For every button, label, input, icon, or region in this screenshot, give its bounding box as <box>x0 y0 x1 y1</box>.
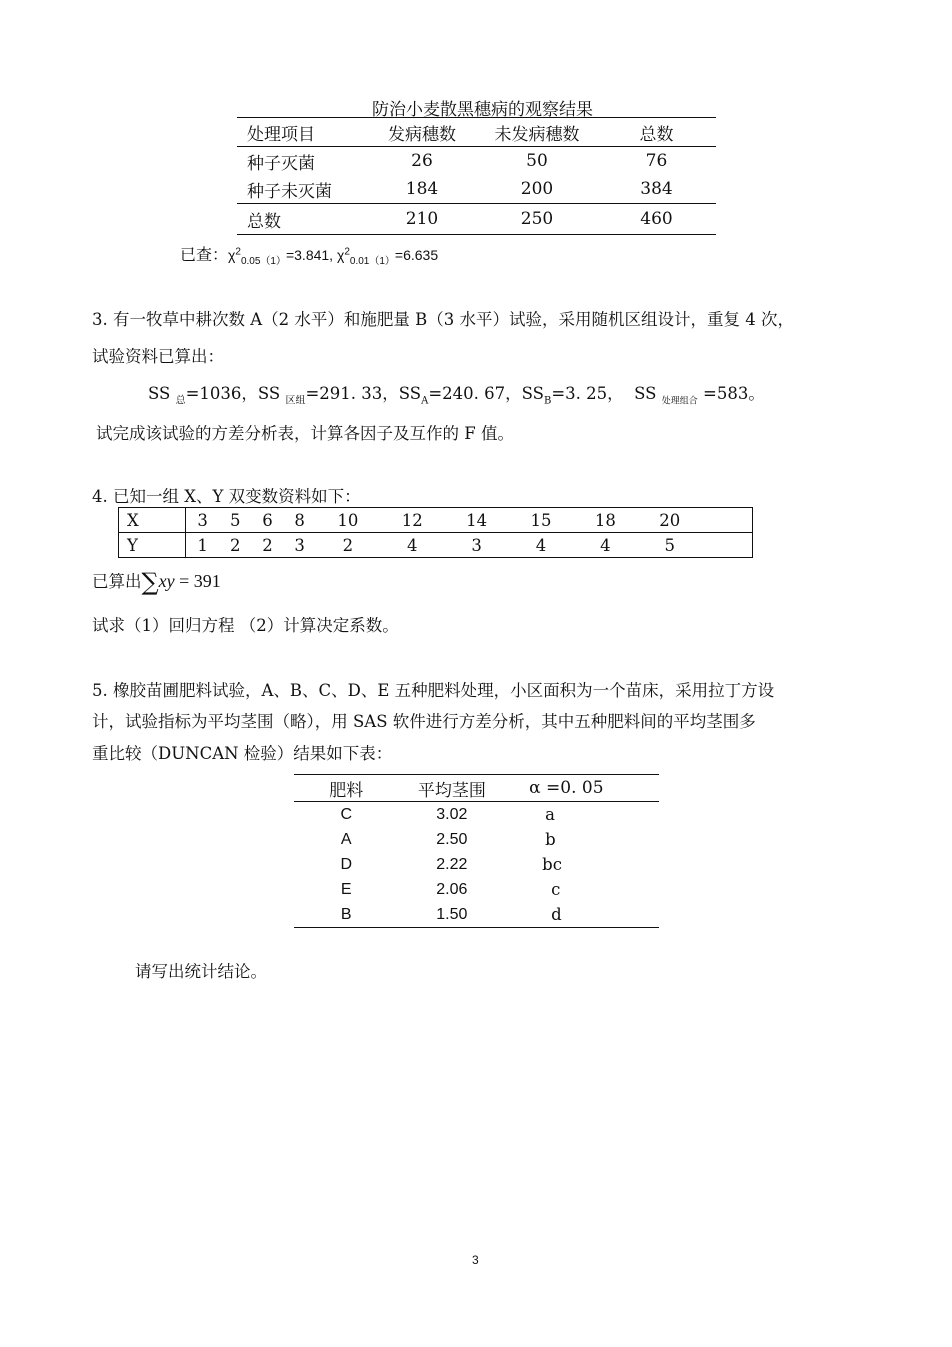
q4-ask: 试求（1）回归方程 （2）计算决定系数。 <box>92 616 399 635</box>
q5-line2: 计，试验指标为平均茎围（略），用 SAS 软件进行方差分析，其中五种肥料间的平均茎围多 <box>92 712 756 731</box>
table-cell: 2.06 <box>436 880 468 898</box>
table-cell: 250 <box>477 204 597 235</box>
table-cell: 15 <box>509 508 573 533</box>
header-cell: 未发病穗数 <box>477 118 597 147</box>
table-cell: 1.50 <box>399 902 506 928</box>
ss-value: =291. 33， <box>305 384 399 403</box>
table-row <box>237 175 716 204</box>
chi-symbol: χ <box>228 247 236 263</box>
q4-calc <box>92 568 221 596</box>
table-cell: 2 <box>219 533 251 558</box>
table-cell: 14 <box>444 508 508 533</box>
ss-label: SS <box>398 384 422 403</box>
table-total-row <box>237 204 716 235</box>
table-cell: 3 <box>186 508 220 533</box>
subscript: 处理组合 <box>661 396 698 407</box>
q5-conclusion: 请写出统计结论。 <box>135 962 267 981</box>
table-cell: D <box>340 855 353 873</box>
chi-square-table <box>237 117 716 235</box>
table-row <box>119 533 753 558</box>
header-cell: 发病穗数 <box>367 118 477 147</box>
chi-square-critical-values <box>180 242 438 267</box>
table-row <box>237 147 716 176</box>
ss-label: SS <box>634 384 657 403</box>
chi-value: =6.635 <box>394 247 439 263</box>
q5-line1: 5. 橡胶苗圃肥料试验，A、B、C、D、E 五种肥料处理，小区面积为一个苗床，采用拉丁方设 <box>92 681 775 700</box>
table-row <box>294 852 659 877</box>
table-cell: 5 <box>219 508 251 533</box>
table-cell: 460 <box>597 204 716 235</box>
subscript: 0.01（1） <box>349 255 395 267</box>
xy-data-table <box>118 507 753 558</box>
q3-line1: 3. 有一牧草中耕次数 A（2 水平）和施肥量 B（3 水平）试验，采用随机区组设计，重复 4 次， <box>92 310 794 329</box>
ss-value: =1036， <box>185 384 258 403</box>
subscript: A <box>421 395 429 407</box>
calc-expr: xy <box>158 571 175 591</box>
table-cell: E <box>340 880 352 898</box>
table-cell: 26 <box>411 151 433 171</box>
q4-line1: 4. 已知一组 X、Y 双变数资料如下： <box>92 487 361 506</box>
table-cell: c <box>551 880 561 899</box>
table-cell: 200 <box>520 179 554 199</box>
table-header-row <box>237 118 716 147</box>
table-cell: d <box>505 902 659 928</box>
table-row <box>294 827 659 852</box>
superscript: 2 <box>344 246 350 258</box>
header-cell: α =0. 05 <box>505 775 659 802</box>
table-cell: 4 <box>509 533 573 558</box>
table-cell: 8 <box>284 508 316 533</box>
table-cell: 1 <box>186 533 220 558</box>
ss-value: =583。 <box>703 384 765 403</box>
table-cell: 4 <box>380 533 444 558</box>
table-cell: 10 <box>316 508 380 533</box>
table-row <box>294 877 659 902</box>
calc-value: = 391 <box>174 571 221 591</box>
table-cell: 18 <box>573 508 637 533</box>
table-cell: a <box>545 805 555 824</box>
calc-prefix: 已算出 <box>92 572 142 591</box>
table-cell: 3.02 <box>436 805 468 823</box>
ss-label: SS <box>521 384 544 403</box>
header-cell: 处理项目 <box>237 118 367 147</box>
table-row <box>119 508 753 533</box>
row-label: Y <box>119 533 186 558</box>
superscript: 2 <box>235 246 241 258</box>
header-cell: 平均茎围 <box>399 775 506 802</box>
table-cell <box>702 508 753 533</box>
table-cell: 种子未灭菌 <box>247 181 332 202</box>
table-cell: 3 <box>284 533 316 558</box>
lookup-label: 已查： <box>180 245 229 264</box>
subscript: B <box>544 395 552 407</box>
table-cell: b <box>545 830 556 849</box>
table-cell: 210 <box>367 204 477 235</box>
chi-symbol: χ <box>336 247 345 263</box>
table-cell: 6 <box>251 508 283 533</box>
table-cell: 2 <box>251 533 283 558</box>
table-cell: 184 <box>405 179 439 199</box>
table-cell: 总数 <box>237 204 367 235</box>
chi-value: =3.841, <box>285 247 334 263</box>
table-cell: 5 <box>638 533 702 558</box>
table-cell: 76 <box>645 151 668 171</box>
header-cell: 肥料 <box>294 775 399 802</box>
row-label: X <box>119 508 186 533</box>
subscript: 区组 <box>285 395 306 407</box>
q3-ss-values <box>148 380 765 406</box>
table-cell: B <box>294 902 399 928</box>
subscript: 0.05（1） <box>240 255 286 267</box>
duncan-table <box>294 774 659 928</box>
subscript: 总 <box>175 395 186 407</box>
table-cell: 4 <box>573 533 637 558</box>
table-cell: 2.22 <box>436 855 468 873</box>
table-cell: 50 <box>526 151 548 171</box>
table-cell: 2 <box>316 533 380 558</box>
table-cell: 12 <box>380 508 444 533</box>
table-cell: 20 <box>638 508 702 533</box>
table-cell: 384 <box>640 179 673 199</box>
table-header-row <box>294 775 659 802</box>
sum-symbol: ∑ <box>141 568 159 596</box>
table-row <box>294 902 659 928</box>
header-cell: 总数 <box>597 118 716 147</box>
table-row <box>294 802 659 828</box>
table-cell: C <box>340 805 353 823</box>
table-cell: 3 <box>444 533 508 558</box>
q3-line2: 试验资料已算出： <box>92 347 224 366</box>
table-cell: A <box>340 830 352 848</box>
q5-line3: 重比较（DUNCAN 检验）结果如下表： <box>92 744 393 763</box>
ss-value: =240. 67， <box>428 384 522 403</box>
table-cell <box>702 533 753 558</box>
q3-line4: 试完成该试验的方差分析表，计算各因子及互作的 F 值。 <box>96 424 514 443</box>
table-cell: bc <box>542 855 562 874</box>
table-cell: 种子灭菌 <box>247 153 315 174</box>
ss-label: SS <box>148 384 171 403</box>
table1-title: 防治小麦散黑穗病的观察结果 <box>372 100 593 120</box>
page-number: 3 <box>472 1253 479 1267</box>
table-cell: 2.50 <box>436 830 468 848</box>
ss-label: SS <box>257 384 281 403</box>
ss-value: =3. 25， <box>551 384 624 403</box>
